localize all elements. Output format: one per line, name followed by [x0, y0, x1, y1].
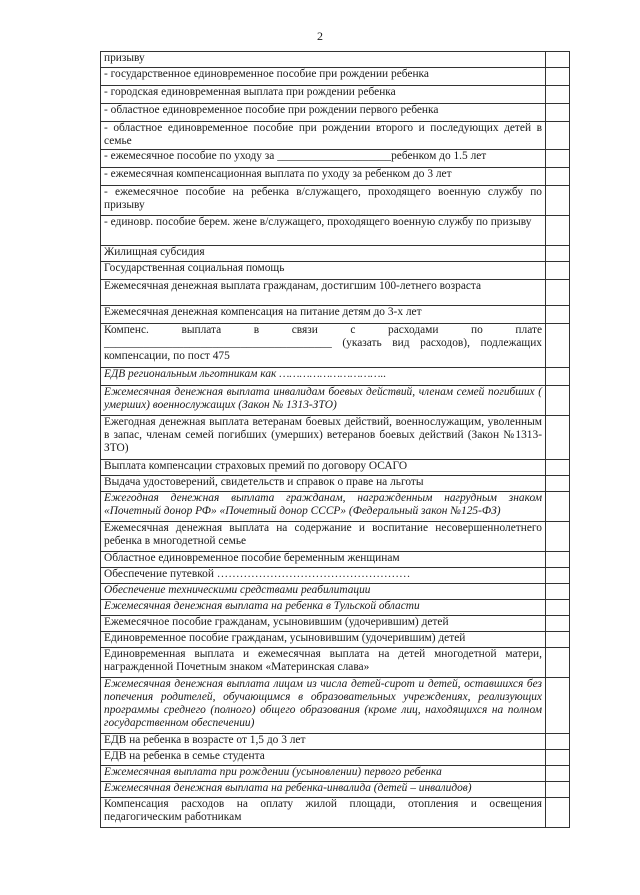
benefit-label: - городская единовременная выплата при рождении ребенка — [101, 86, 546, 104]
mark-cell[interactable] — [546, 460, 570, 476]
mark-cell[interactable] — [546, 798, 570, 828]
table-row — [101, 766, 570, 782]
table-row — [101, 552, 570, 568]
benefit-label: Ежемесячная денежная выплата инвалидам боевых действий, членам семей погибших ( умерших) военнослужащих (Закон № 1313-ЗТО) — [101, 386, 546, 416]
benefit-label: Областное единовременное пособие беременным женщинам — [101, 552, 546, 568]
mark-cell[interactable] — [546, 306, 570, 324]
table-row — [101, 386, 570, 416]
table-row — [101, 168, 570, 186]
mark-cell[interactable] — [546, 246, 570, 262]
mark-cell[interactable] — [546, 492, 570, 522]
mark-cell[interactable] — [546, 584, 570, 600]
mark-cell[interactable] — [546, 782, 570, 798]
table-row — [101, 122, 570, 150]
table-row — [101, 782, 570, 798]
table-row — [101, 600, 570, 616]
benefit-label: - ежемесячное пособие на ребенка в/служащего, проходящего военную службу по призыву — [101, 186, 546, 216]
mark-cell[interactable] — [546, 52, 570, 68]
table-row — [101, 324, 570, 368]
mark-cell[interactable] — [546, 476, 570, 492]
table-row — [101, 306, 570, 324]
benefit-label: Обеспечение техническими средствами реабилитации — [101, 584, 546, 600]
table-row — [101, 616, 570, 632]
benefits-table — [100, 51, 570, 828]
benefit-label: Ежемесячное пособие гражданам, усыновившим (удочерившим) детей — [101, 616, 546, 632]
table-row — [101, 86, 570, 104]
mark-cell[interactable] — [546, 648, 570, 678]
benefit-label: Ежемесячная денежная выплата на ребенка в Тульской области — [101, 600, 546, 616]
mark-cell[interactable] — [546, 150, 570, 168]
table-row — [101, 68, 570, 86]
mark-cell[interactable] — [546, 216, 570, 246]
benefit-label: Государственная социальная помощь — [101, 262, 546, 280]
benefit-label: - ежемесячное пособие по уходу за ____________________ребенком до 1.5 лет — [101, 150, 546, 168]
table-row — [101, 750, 570, 766]
mark-cell[interactable] — [546, 104, 570, 122]
table-row — [101, 216, 570, 246]
table-row — [101, 734, 570, 750]
benefit-label: Единовременное пособие гражданам, усыновившим (удочерившим) детей — [101, 632, 546, 648]
table-row — [101, 262, 570, 280]
mark-cell[interactable] — [546, 386, 570, 416]
benefit-label: - государственное единовременное пособие при рождении ребенка — [101, 68, 546, 86]
benefit-label: - областное единовременное пособие при рождении второго и последующих детей в семье — [101, 122, 546, 150]
table-row — [101, 568, 570, 584]
mark-cell[interactable] — [546, 750, 570, 766]
table-row — [101, 280, 570, 306]
mark-cell[interactable] — [546, 522, 570, 552]
table-row — [101, 460, 570, 476]
benefit-label: Компенс. выплата в связи с расходами по плате ________________________________________ (указать вид расходов), подлежащих компенсации, по пост 475 — [101, 324, 546, 368]
table-row — [101, 246, 570, 262]
benefit-label: - ежемесячная компенсационная выплата по уходу за ребенком до 3 лет — [101, 168, 546, 186]
mark-cell[interactable] — [546, 678, 570, 734]
benefit-label: Ежемесячная денежная выплата на ребенка-инвалида (детей – инвалидов) — [101, 782, 546, 798]
table-row — [101, 678, 570, 734]
benefit-label: Обеспечение путевкой …………………………………………… — [101, 568, 546, 584]
mark-cell[interactable] — [546, 416, 570, 460]
table-row — [101, 476, 570, 492]
mark-cell[interactable] — [546, 600, 570, 616]
table-row — [101, 52, 570, 68]
mark-cell[interactable] — [546, 616, 570, 632]
mark-cell[interactable] — [546, 368, 570, 386]
benefit-label: Ежемесячная денежная выплата лицам из числа детей-сирот и детей, оставшихся без попечения родителей, обучающимся в образовательных учреждениях, реализующих программы среднего (полного) общего образования (кроме лиц, находящихся на полном государственном обеспечении) — [101, 678, 546, 734]
benefit-label: Ежемесячная выплата при рождении (усыновлении) первого ребенка — [101, 766, 546, 782]
benefit-label: - областное единовременное пособие при рождении первого ребенка — [101, 104, 546, 122]
table-row — [101, 632, 570, 648]
mark-cell[interactable] — [546, 734, 570, 750]
benefit-label: Ежегодная денежная выплата ветеранам боевых действий, военнослужащим, уволенным в запас, членам семей погибших (умерших) ветеранов боевых действий (Закон №1313-ЗТО) — [101, 416, 546, 460]
benefit-label: Ежемесячная денежная выплата на содержание и воспитание несовершеннолетнего ребенка в многодетной семье — [101, 522, 546, 552]
benefit-label: Ежегодная денежная выплата гражданам, награжденным нагрудным знаком «Почетный донор РФ» «Почетный донор СССР» (Федеральный закон №125-ФЗ) — [101, 492, 546, 522]
benefit-label: Выплата компенсации страховых премий по договору ОСАГО — [101, 460, 546, 476]
benefit-label: ЕДВ на ребенка в семье студента — [101, 750, 546, 766]
mark-cell[interactable] — [546, 186, 570, 216]
mark-cell[interactable] — [546, 122, 570, 150]
table-row — [101, 522, 570, 552]
benefit-label: Ежемесячная денежная компенсация на питание детям до 3-х лет — [101, 306, 546, 324]
benefit-label: призыву — [101, 52, 546, 68]
table-row — [101, 584, 570, 600]
table-row — [101, 104, 570, 122]
benefit-label: Единовременная выплата и ежемесячная выплата на детей многодетной матери, награжденной Почетным знаком «Материнская слава» — [101, 648, 546, 678]
table-row — [101, 186, 570, 216]
mark-cell[interactable] — [546, 766, 570, 782]
table-row — [101, 416, 570, 460]
mark-cell[interactable] — [546, 632, 570, 648]
benefit-label: Компенсация расходов на оплату жилой площади, отопления и освещения педагогическим работникам — [101, 798, 546, 828]
mark-cell[interactable] — [546, 168, 570, 186]
mark-cell[interactable] — [546, 280, 570, 306]
table-row — [101, 648, 570, 678]
mark-cell[interactable] — [546, 262, 570, 280]
mark-cell[interactable] — [546, 86, 570, 104]
page-number: 2 — [317, 29, 323, 43]
table-row — [101, 368, 570, 386]
mark-cell[interactable] — [546, 568, 570, 584]
mark-cell[interactable] — [546, 552, 570, 568]
mark-cell[interactable] — [546, 324, 570, 368]
benefit-label: Ежемесячная денежная выплата гражданам, достигшим 100-летнего возраста — [101, 280, 546, 306]
benefit-label: ЕДВ на ребенка в возрасте от 1,5 до 3 лет — [101, 734, 546, 750]
table-row — [101, 798, 570, 828]
mark-cell[interactable] — [546, 68, 570, 86]
benefit-label: ЕДВ региональным льготникам как ………………………….. — [101, 368, 546, 386]
table-row — [101, 150, 570, 168]
benefit-label: Жилищная субсидия — [101, 246, 546, 262]
benefit-label: Выдача удостоверений, свидетельств и справок о праве на льготы — [101, 476, 546, 492]
table-row — [101, 492, 570, 522]
benefit-label: - единовр. пособие берем. жене в/служащего, проходящего военную службу по призыву — [101, 216, 546, 246]
